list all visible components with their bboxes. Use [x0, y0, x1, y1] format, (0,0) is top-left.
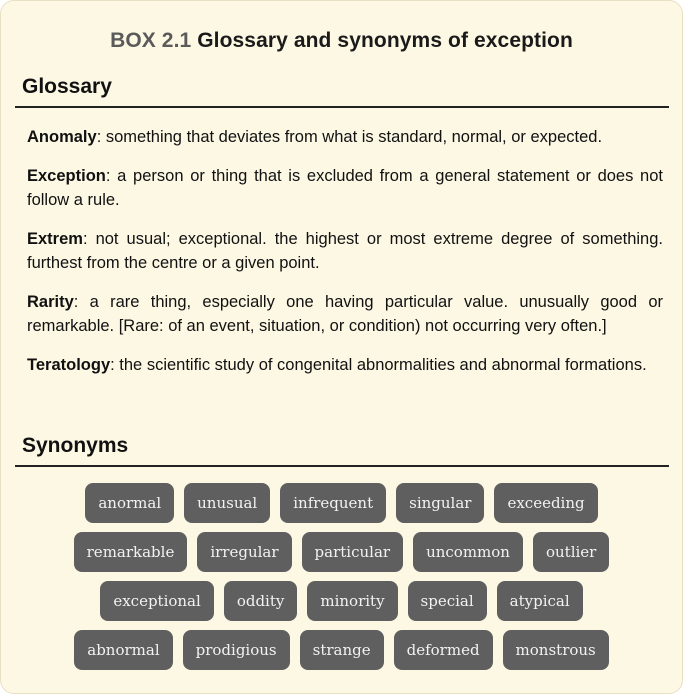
glossary-entry-teratology: [27, 353, 663, 377]
glossary-term: Teratology: [27, 356, 111, 374]
glossary-term: Anomaly: [27, 128, 97, 146]
box-title: [1, 29, 682, 53]
synonyms-heading: Synonyms: [22, 434, 129, 457]
synonym-chip: anormal: [85, 483, 174, 523]
synonym-chip: uncommon: [413, 532, 523, 572]
glossary-entry-exception: [27, 164, 663, 212]
glossary-term: Exception: [27, 167, 106, 185]
synonym-chip: infrequent: [280, 483, 386, 523]
glossary-definition: : a person or thing that is excluded from a general statement or does not follow a rule.: [27, 167, 663, 209]
synonym-chip: exceptional: [100, 581, 213, 621]
glossary-term: Rarity: [27, 293, 74, 311]
glossary-entry-extrem: [27, 227, 663, 275]
synonym-chip: minority: [307, 581, 397, 621]
synonym-row: [1, 630, 682, 670]
glossary-heading: Glossary: [22, 75, 112, 98]
box-number: BOX 2.1: [110, 29, 192, 52]
synonyms-divider: [15, 465, 669, 467]
synonym-chips: [1, 483, 682, 679]
synonym-chip: singular: [396, 483, 484, 523]
synonym-chip: remarkable: [74, 532, 188, 572]
synonym-chip: oddity: [224, 581, 298, 621]
synonym-row: [1, 483, 682, 523]
synonym-chip: unusual: [184, 483, 270, 523]
glossary-definition: : something that deviates from what is standard, normal, or expected.: [96, 128, 603, 146]
glossary-entry-anomaly: [27, 125, 663, 149]
synonym-chip: particular: [302, 532, 404, 572]
glossary-divider: [15, 106, 669, 108]
synonym-row: [1, 532, 682, 572]
glossary-term: Extrem: [27, 230, 83, 248]
glossary-list: [27, 125, 663, 392]
synonym-chip: atypical: [497, 581, 583, 621]
synonym-chip: outlier: [533, 532, 609, 572]
glossary-definition: : the scientific study of congenital abnormalities and abnormal formations.: [110, 356, 647, 374]
box-title-text: Glossary and synonyms of exception: [197, 29, 573, 52]
synonym-chip: strange: [300, 630, 384, 670]
synonym-chip: deformed: [394, 630, 493, 670]
synonym-chip: monstrous: [503, 630, 609, 670]
synonym-chip: abnormal: [74, 630, 172, 670]
glossary-definition: : a rare thing, especially one having particular value. unusually good or remarkable. [Rare: of an event, situation, or condition) not occurring very often.]: [27, 293, 663, 335]
synonym-chip: irregular: [197, 532, 291, 572]
synonym-chip: prodigious: [183, 630, 290, 670]
synonym-row: [1, 581, 682, 621]
glossary-definition: : not usual; exceptional. the highest or most extreme degree of something. furthest from the centre or a given point.: [27, 230, 663, 272]
synonym-chip: special: [408, 581, 487, 621]
glossary-entry-rarity: [27, 290, 663, 338]
synonym-chip: exceeding: [494, 483, 597, 523]
